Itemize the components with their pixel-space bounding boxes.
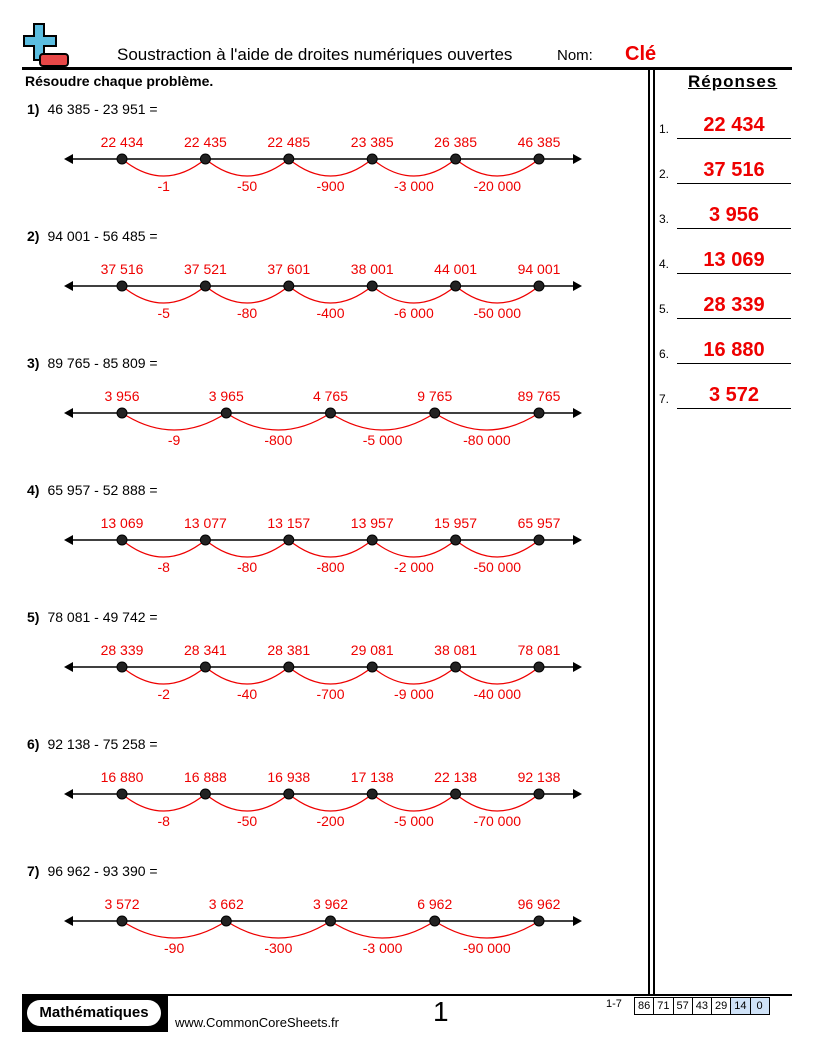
jump-arc	[372, 286, 455, 303]
jump-arc	[122, 286, 205, 303]
answer-number: 2.	[659, 167, 670, 181]
jump-arc	[435, 921, 539, 938]
arrow-right-icon	[573, 281, 582, 291]
problem-number: 2)	[27, 228, 40, 244]
point-marker	[534, 535, 544, 545]
answer-number: 5.	[659, 302, 670, 316]
point-marker	[534, 662, 544, 672]
point-marker	[451, 281, 461, 291]
point-label: 9 765	[417, 388, 453, 404]
jump-arc	[331, 413, 435, 430]
point-marker	[117, 789, 127, 799]
point-marker	[451, 535, 461, 545]
answer-line	[677, 228, 791, 229]
answer-value[interactable]: 3 956	[708, 204, 760, 226]
jump-label: -50	[236, 178, 258, 194]
answer-value[interactable]: 22 434	[703, 114, 765, 136]
jump-arc	[289, 667, 372, 684]
jump-arc	[456, 540, 539, 557]
point-label: 16 880	[100, 769, 144, 785]
point-label: 3 956	[104, 388, 140, 404]
point-marker	[451, 154, 461, 164]
problem-expression: 46 385 - 23 951 =	[47, 101, 158, 117]
answer-value[interactable]: 28 339	[703, 294, 765, 316]
answer-line	[677, 273, 791, 274]
point-marker	[326, 916, 336, 926]
problem-expression: 92 138 - 75 258 =	[47, 736, 158, 752]
jump-label: -8	[157, 813, 170, 829]
arrow-left-icon	[64, 535, 73, 545]
number-line	[0, 761, 600, 831]
point-label: 28 381	[267, 642, 311, 658]
jump-arc	[226, 413, 330, 430]
jump-label: -40	[236, 686, 258, 702]
point-label: 3 962	[312, 896, 349, 912]
jump-arc	[456, 159, 539, 176]
answer-number: 4.	[659, 257, 670, 271]
point-label: 37 521	[183, 261, 227, 277]
point-label: 13 957	[350, 515, 394, 531]
score-cell: 86	[638, 1000, 651, 1012]
point-marker	[200, 281, 210, 291]
jump-label: -9 000	[394, 686, 434, 702]
point-marker	[284, 789, 294, 799]
problem-expression: 78 081 - 49 742 =	[47, 609, 158, 625]
jump-arc	[289, 794, 372, 811]
point-marker	[117, 154, 127, 164]
point-label: 28 341	[183, 642, 227, 658]
point-label: 29 081	[350, 642, 394, 658]
point-marker	[221, 916, 231, 926]
point-marker	[200, 789, 210, 799]
score-cell: 57	[673, 998, 692, 1014]
point-label: 37 601	[267, 261, 311, 277]
point-label: 3 662	[208, 896, 244, 912]
jump-arc	[122, 794, 205, 811]
number-line	[0, 380, 600, 450]
point-label: 13 157	[267, 515, 311, 531]
point-marker	[451, 789, 461, 799]
point-label: 22 434	[100, 134, 144, 150]
jump-arc	[205, 286, 288, 303]
point-label: 37 516	[100, 261, 144, 277]
point-label: 23 385	[350, 134, 394, 150]
jump-arc	[122, 540, 205, 557]
jump-label: -400	[316, 305, 345, 321]
point-label: 65 957	[517, 515, 561, 531]
jump-label: -80	[236, 305, 258, 321]
problem-statement	[27, 863, 158, 879]
jump-arc	[456, 794, 539, 811]
jump-label: -50	[236, 813, 258, 829]
point-label: 38 081	[434, 642, 478, 658]
jump-arc	[122, 667, 205, 684]
problem-statement	[27, 228, 158, 244]
point-label: 13 077	[183, 515, 227, 531]
point-label: 96 962	[517, 896, 561, 912]
problem-number: 3)	[27, 355, 40, 371]
point-marker	[117, 535, 127, 545]
point-label: 89 765	[517, 388, 561, 404]
jump-label: -40 000	[473, 686, 522, 702]
point-marker	[367, 662, 377, 672]
brand-label: Mathématiques	[27, 1000, 161, 1026]
jump-arc	[122, 413, 226, 430]
answer-value[interactable]: 16 880	[703, 339, 765, 361]
number-line	[0, 888, 600, 958]
number-line	[0, 253, 600, 323]
answer-line	[677, 183, 791, 184]
point-label: 22 485	[267, 134, 311, 150]
jump-arc	[289, 159, 372, 176]
answer-value[interactable]: 3 572	[708, 384, 760, 406]
jump-arc	[289, 286, 372, 303]
point-marker	[284, 662, 294, 672]
point-marker	[117, 281, 127, 291]
answer-line	[677, 318, 791, 319]
point-marker	[534, 789, 544, 799]
point-marker	[367, 535, 377, 545]
column-divider	[653, 68, 655, 995]
arrow-right-icon	[573, 408, 582, 418]
point-marker	[221, 408, 231, 418]
problem-number: 5)	[27, 609, 40, 625]
answer-number: 7.	[659, 392, 670, 406]
problem-number: 7)	[27, 863, 40, 879]
point-label: 3 572	[104, 896, 140, 912]
point-marker	[117, 408, 127, 418]
point-label: 44 001	[434, 261, 478, 277]
point-label: 38 001	[350, 261, 394, 277]
problem-expression: 96 962 - 93 390 =	[47, 863, 158, 879]
score-cell: 0	[750, 998, 769, 1014]
score-range: 1-7	[606, 998, 622, 1010]
point-marker	[326, 408, 336, 418]
brand-badge	[22, 996, 168, 1032]
point-marker	[284, 535, 294, 545]
header-divider	[22, 67, 792, 70]
score-cell: 71	[653, 998, 672, 1014]
point-label: 4 765	[312, 388, 349, 404]
score-cell: 29	[711, 998, 730, 1014]
problem-number: 6)	[27, 736, 40, 752]
worksheet-title: Soustraction à l'aide de droites numériques ouvertes	[117, 45, 513, 64]
problem-number: 1)	[27, 101, 40, 117]
jump-label: -20 000	[473, 178, 522, 194]
jump-label: -300	[264, 940, 293, 956]
problem-statement	[27, 736, 158, 752]
point-marker	[367, 154, 377, 164]
point-marker	[534, 916, 544, 926]
number-line	[0, 507, 600, 577]
jump-label: -50 000	[473, 559, 522, 575]
jump-label: -5 000	[362, 432, 403, 448]
answer-value[interactable]: 37 516	[703, 159, 765, 181]
arrow-right-icon	[573, 535, 582, 545]
point-marker	[534, 154, 544, 164]
jump-label: -5	[157, 305, 170, 321]
answer-line	[677, 408, 791, 409]
jump-label: -90 000	[463, 940, 511, 956]
problem-statement	[27, 101, 158, 117]
jump-label: -6 000	[394, 305, 434, 321]
jump-label: -800	[264, 432, 293, 448]
point-marker	[367, 789, 377, 799]
point-label: 92 138	[517, 769, 561, 785]
name-value: Clé	[625, 43, 657, 65]
column-divider	[648, 68, 650, 995]
arrow-left-icon	[64, 408, 73, 418]
jump-arc	[205, 667, 288, 684]
jump-label: -9	[167, 432, 181, 448]
instructions: Résoudre chaque problème.	[25, 73, 214, 89]
point-label: 22 435	[183, 134, 227, 150]
logo-plus-minus-icon	[22, 22, 72, 68]
jump-arc	[456, 286, 539, 303]
jump-label: -5 000	[394, 813, 434, 829]
arrow-right-icon	[573, 154, 582, 164]
jump-label: -200	[316, 813, 345, 829]
arrow-left-icon	[64, 916, 73, 926]
arrow-right-icon	[573, 789, 582, 799]
arrow-left-icon	[64, 281, 73, 291]
jump-label: -90	[164, 940, 185, 956]
jump-arc	[289, 540, 372, 557]
point-label: 16 938	[267, 769, 311, 785]
arrow-left-icon	[64, 662, 73, 672]
point-marker	[451, 662, 461, 672]
jump-label: -80 000	[463, 432, 511, 448]
arrow-left-icon	[64, 154, 73, 164]
jump-label: -3 000	[394, 178, 434, 194]
jump-arc	[226, 921, 330, 938]
point-label: 17 138	[350, 769, 394, 785]
answer-line	[677, 138, 791, 139]
arrow-left-icon	[64, 789, 73, 799]
page-number: 1	[433, 996, 449, 1027]
jump-arc	[456, 667, 539, 684]
point-marker	[430, 916, 440, 926]
jump-arc	[435, 413, 539, 430]
point-label: 3 965	[208, 388, 244, 404]
jump-arc	[331, 921, 435, 938]
point-marker	[534, 281, 544, 291]
point-label: 22 138	[434, 769, 478, 785]
jump-arc	[205, 540, 288, 557]
point-label: 28 339	[100, 642, 144, 658]
jump-arc	[122, 159, 205, 176]
jump-label: -2	[157, 686, 170, 702]
arrow-right-icon	[573, 662, 582, 672]
point-marker	[200, 154, 210, 164]
score-table	[634, 997, 770, 1015]
point-marker	[430, 408, 440, 418]
jump-label: -3 000	[362, 940, 403, 956]
problem-expression: 65 957 - 52 888 =	[47, 482, 158, 498]
jump-label: -70 000	[473, 813, 522, 829]
answer-number: 3.	[659, 212, 670, 226]
answer-number: 6.	[659, 347, 670, 361]
point-label: 78 081	[517, 642, 561, 658]
point-label: 26 385	[434, 134, 478, 150]
jump-arc	[122, 921, 226, 938]
jump-label: -8	[157, 559, 170, 575]
problem-expression: 89 765 - 85 809 =	[47, 355, 158, 371]
jump-arc	[205, 159, 288, 176]
point-marker	[117, 662, 127, 672]
answer-line	[677, 363, 791, 364]
arrow-right-icon	[573, 916, 582, 926]
answers-heading: Réponses	[688, 72, 778, 91]
point-marker	[200, 662, 210, 672]
jump-arc	[372, 794, 455, 811]
point-marker	[534, 408, 544, 418]
jump-arc	[372, 159, 455, 176]
problem-expression: 94 001 - 56 485 =	[47, 228, 158, 244]
problem-statement	[27, 355, 158, 371]
number-line	[0, 126, 600, 196]
point-label: 15 957	[434, 515, 478, 531]
problem-statement	[27, 482, 158, 498]
jump-label: -2 000	[394, 559, 434, 575]
score-cell: 14	[730, 998, 749, 1014]
point-label: 6 962	[417, 896, 453, 912]
point-label: 94 001	[517, 261, 561, 277]
point-marker	[200, 535, 210, 545]
problem-number: 4)	[27, 482, 40, 498]
name-label: Nom:	[557, 47, 593, 64]
jump-label: -1	[157, 178, 170, 194]
point-marker	[284, 281, 294, 291]
score-cell: 43	[692, 998, 711, 1014]
point-marker	[117, 916, 127, 926]
point-label: 13 069	[100, 515, 144, 531]
site-url: www.CommonCoreSheets.fr	[175, 1015, 339, 1030]
jump-label: -800	[316, 559, 345, 575]
problem-statement	[27, 609, 158, 625]
point-marker	[367, 281, 377, 291]
jump-arc	[372, 540, 455, 557]
answer-number: 1.	[659, 122, 670, 136]
point-label: 16 888	[183, 769, 227, 785]
jump-label: -900	[316, 178, 345, 194]
answer-value[interactable]: 13 069	[703, 249, 765, 271]
point-marker	[284, 154, 294, 164]
jump-label: -700	[316, 686, 345, 702]
jump-label: -50 000	[473, 305, 522, 321]
number-line	[0, 634, 600, 704]
jump-arc	[372, 667, 455, 684]
jump-arc	[205, 794, 288, 811]
jump-label: -80	[236, 559, 258, 575]
point-label: 46 385	[517, 134, 561, 150]
